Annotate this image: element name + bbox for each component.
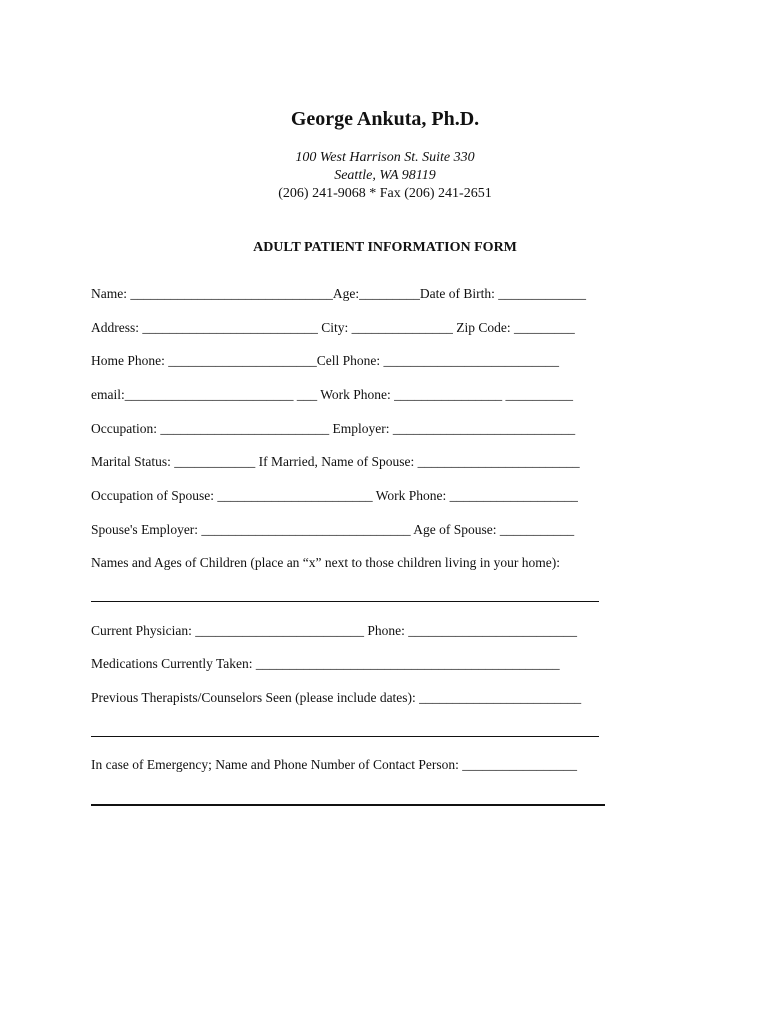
medications-line: Medications Currently Taken: _____________________________________________ (91, 656, 560, 671)
address-street: 100 West Harrison St. Suite 330 (295, 150, 475, 165)
previous-therapists-line: Previous Therapists/Counselors Seen (please include dates): ________________________ (91, 690, 582, 705)
occupation-employer-line: Occupation: _________________________ Employer: ___________________________ (91, 421, 576, 436)
doctor-name: George Ankuta, Ph.D. (290, 108, 480, 130)
emergency-contact-line: In case of Emergency; Name and Phone Number of Contact Person: _________________ (91, 757, 578, 772)
children-blank-line (91, 601, 599, 602)
address-city: Seattle, WA 98119 (334, 168, 436, 183)
therapists-blank-line (91, 736, 599, 737)
name-age-dob-line: Name: ______________________________Age:_________Date of Birth: _____________ (91, 286, 586, 301)
emergency-blank-line (91, 804, 605, 806)
phone-fax: (206) 241-9068 * Fax (206) 241-2651 (278, 186, 492, 201)
children-line: Names and Ages of Children (place an “x” next to those children living in your home): (91, 555, 560, 570)
spouse-occupation-line: Occupation of Spouse: _______________________ Work Phone: ___________________ (91, 488, 578, 503)
spouse-employer-line: Spouse's Employer: _______________________________ Age of Spouse: ___________ (91, 522, 575, 537)
home-cell-phone-line: Home Phone: ______________________Cell Phone: __________________________ (91, 353, 559, 368)
marital-status-line: Marital Status: ____________ If Married, Name of Spouse: ________________________ (91, 454, 580, 469)
form-title: ADULT PATIENT INFORMATION FORM (253, 240, 517, 255)
physician-line: Current Physician: _________________________ Phone: _________________________ (91, 623, 577, 638)
address-line: Address: __________________________ City: _______________ Zip Code: _________ (91, 320, 575, 335)
email-work-phone-line: email:_________________________ ___ Work Phone: ________________ __________ (91, 387, 574, 402)
